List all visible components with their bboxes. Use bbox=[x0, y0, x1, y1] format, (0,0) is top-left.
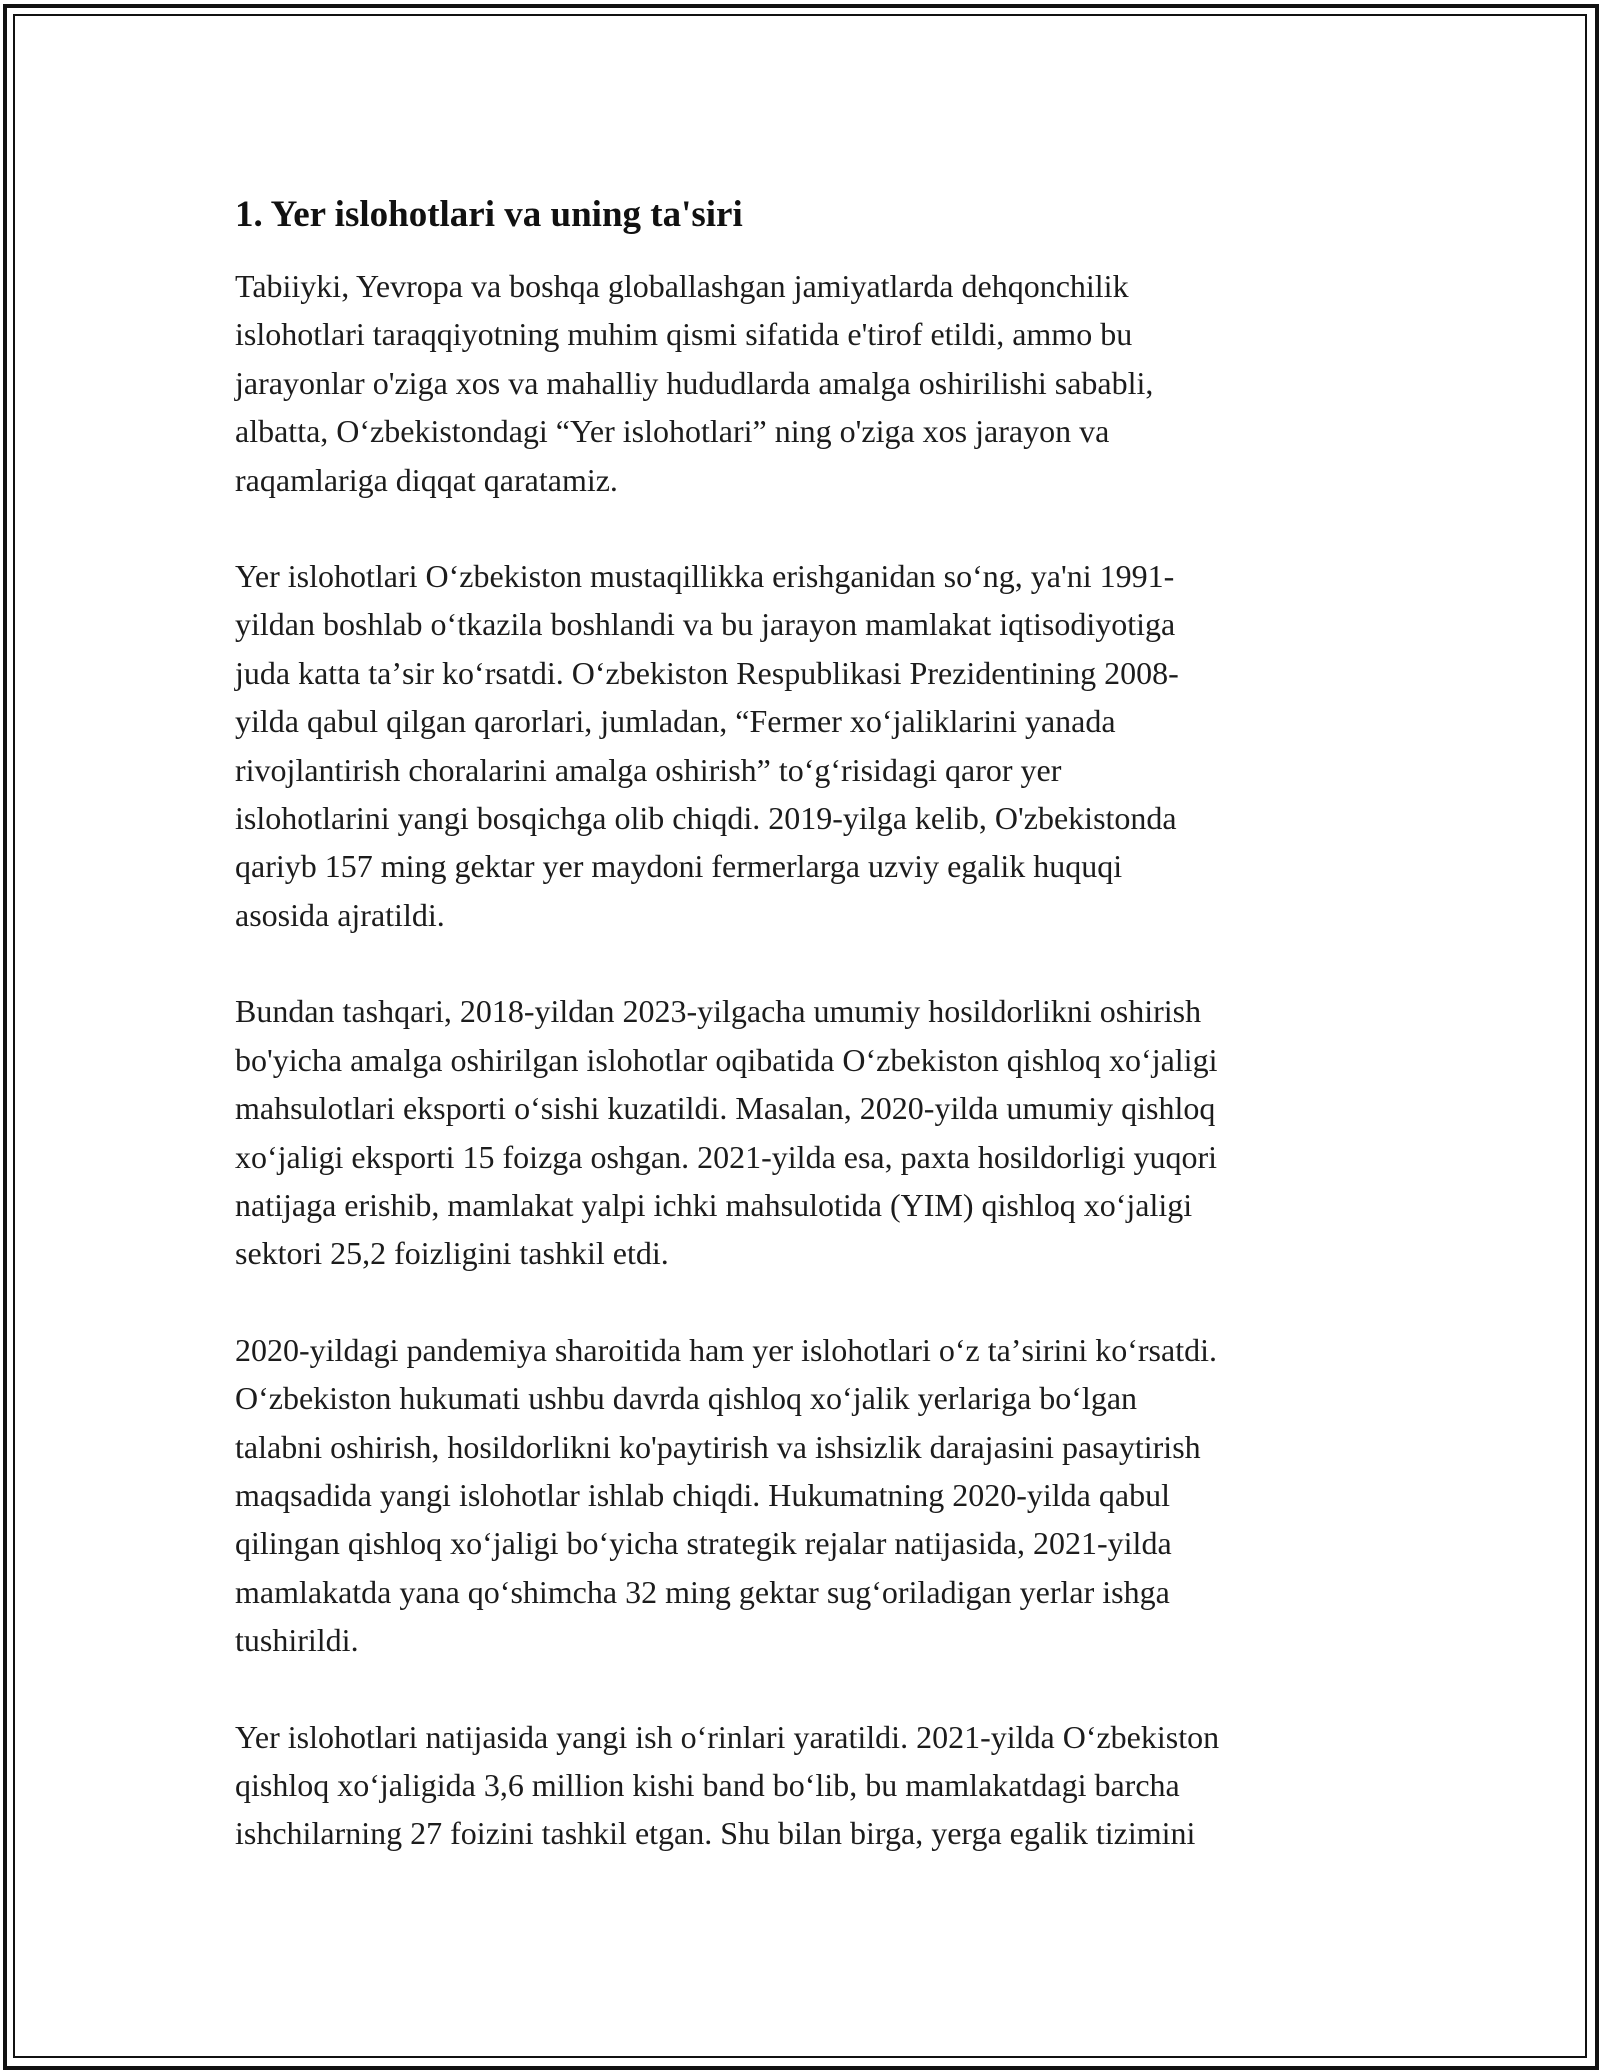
paragraph-3: Bundan tashqari, 2018-yildan 2023-yilgacha umumiy hosildorlikni oshirish bo'yicha amalga oshirilgan islohotlar oqibatida Oʻzbekiston qishloq xoʻjaligi mahsulotlari eksporti oʻsishi kuzatildi. Masalan, 2020-yilda umumiy qishloq xoʻjaligi eksporti 15 foizga oshgan. 2021-yilda esa, paxta hosildorligi yuqori natijaga erishib, mamlakat yalpi ichki mahsulotida (YIM) qishloq xoʻjaligi sektori 25,2 foizligini tashkil etdi. bbox=[235, 993, 1218, 1272]
document-body bbox=[235, 186, 1385, 1906]
paragraph-2: Yer islohotlari Oʻzbekiston mustaqillikka erishganidan soʻng, ya'ni 1991- yildan boshlab oʻtkazila boshlandi va bu jarayon mamlakat iqtisodiyotiga juda katta taʼsir koʻrsatdi. Oʻzbekiston Respublikasi Prezidentining 2008- yilda qabul qilgan qarorlari, jumladan, “Fermer xoʻjaliklarini yanada rivojlantirish choralarini amalga oshirish” toʻgʻrisidagi qaror yer islohotlarini yangi bosqichga olib chiqdi. 2019-yilga kelib, O'zbekistonda qariyb 157 ming gektar yer maydoni fermerlarga uzviy egalik huquqi asosida ajratildi. bbox=[235, 558, 1179, 933]
paragraph-4: 2020-yildagi pandemiya sharoitida ham yer islohotlari oʻz taʼsirini koʻrsatdi. Oʻzbekiston hukumati ushbu davrda qishloq xoʻjalik yerlariga boʻlgan talabni oshirish, hosildorlikni ko'paytirish va ishsizlik darajasini pasaytirish maqsadida yangi islohotlar ishlab chiqdi. Hukumatning 2020-yilda qabul qilingan qishloq xoʻjaligi boʻyicha strategik rejalar natijasida, 2021-yilda mamlakatda yana qoʻshimcha 32 ming gektar sugʻoriladigan yerlar ishga tushirildi. bbox=[235, 1331, 1217, 1659]
section-title: 1. Yer islohotlari va uning ta'siri bbox=[235, 194, 743, 235]
paragraph-5: Yer islohotlari natijasida yangi ish oʻrinlari yaratildi. 2021-yilda Oʻzbekiston qishloq xoʻjaligida 3,6 million kishi band boʻlib, bu mamlakatdagi barcha ishchilarning 27 foizini tashkil etgan. Shu bilan birga, yerga egalik tizimini bbox=[235, 1718, 1220, 1852]
paragraph-1: Tabiiyki, Yevropa va boshqa globallashgan jamiyatlarda dehqonchilik islohotlari taraqqiyotning muhim qismi sifatida e'tirof etildi, ammo bu jarayonlar o'ziga xos va mahalliy hududlarda amalga oshirilishi sababli, albatta, Oʻzbekistondagi “Yer islohotlari” ning o'ziga xos jarayon va raqamlariga diqqat qaratamiz. bbox=[235, 268, 1154, 498]
